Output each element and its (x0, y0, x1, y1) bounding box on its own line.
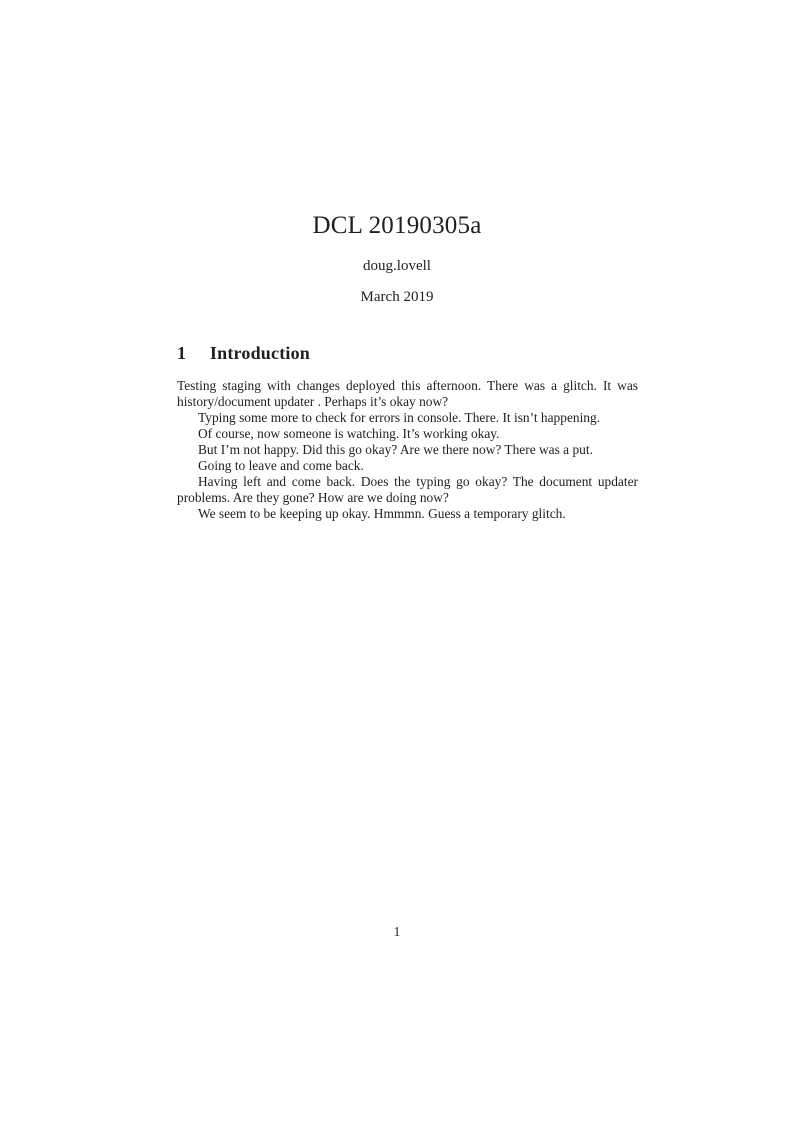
paragraph: But I’m not happy. Did this go okay? Are we there now? There was a put. (198, 442, 593, 457)
body-text (177, 378, 638, 522)
paragraph: Going to leave and come back. (198, 458, 364, 473)
section-title: Introduction (209, 343, 310, 363)
paragraph: We seem to be keeping up okay. Hmmmn. Guess a temporary glitch. (198, 506, 566, 521)
document-author: doug.lovell (363, 258, 431, 274)
section-number: 1 (177, 343, 187, 363)
paragraph: Testing staging with changes deployed this afternoon. There was a glitch. It was history/document updater . Perhaps it’s okay now? (177, 378, 638, 409)
document-date: March 2019 (360, 289, 434, 305)
paragraph: Having left and come back. Does the typing go okay? The document updater problems. Are they gone? How are we doing now? (177, 474, 638, 505)
page-number: 1 (393, 924, 401, 939)
section-heading (177, 343, 638, 364)
paragraph: Typing some more to check for errors in console. There. It isn’t happening. (198, 410, 601, 425)
document-title: DCL 20190305a (312, 212, 482, 239)
paragraph: Of course, now someone is watching. It’s working okay. (198, 426, 500, 441)
